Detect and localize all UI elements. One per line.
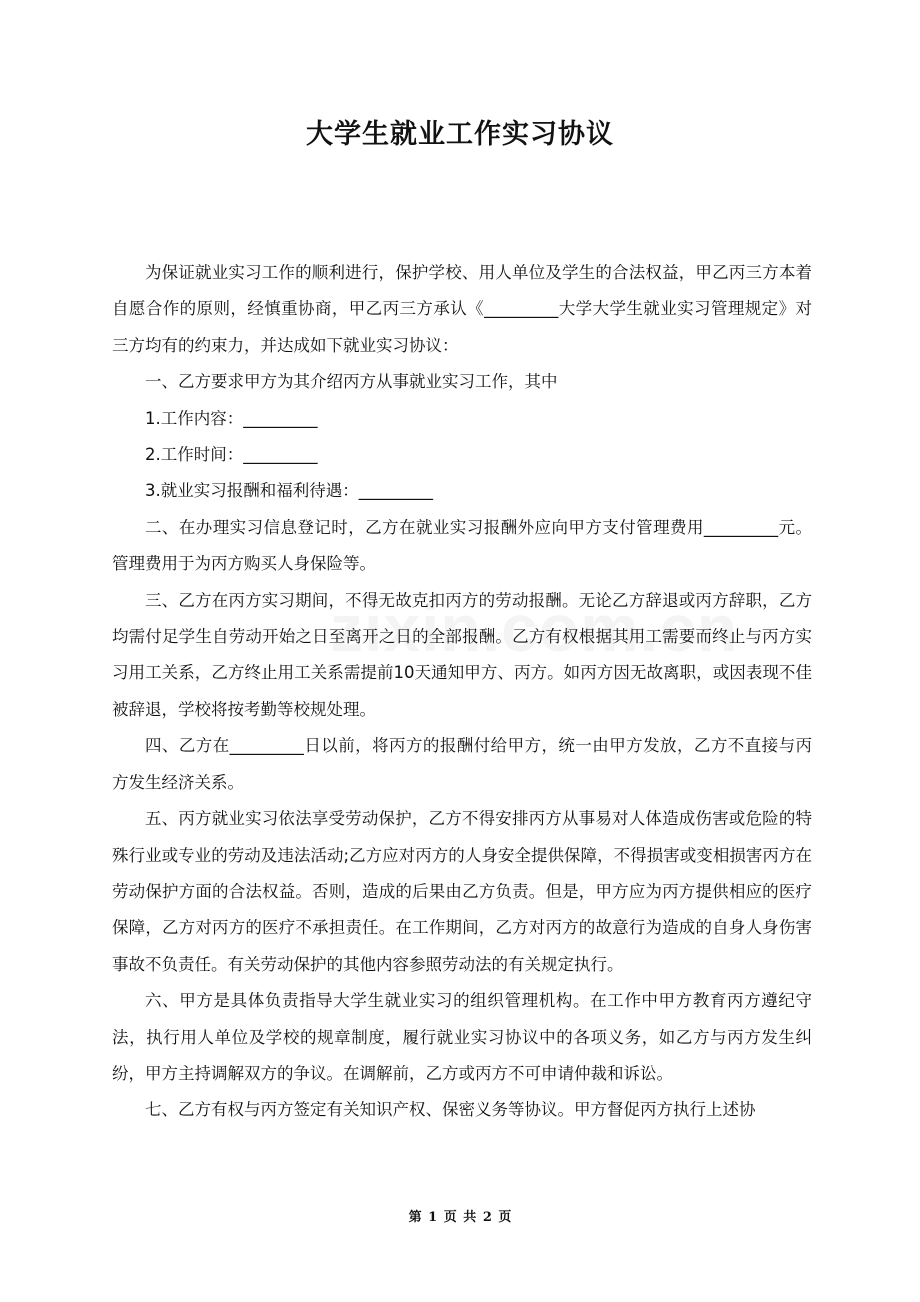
paragraph-clause-1: 一、乙方要求甲方为其介绍丙方从事就业实习工作，其中 [145, 372, 558, 392]
paragraph-clause-7: 七、乙方有权与丙方签定有关知识产权、保密义务等协议。甲方督促丙方执行上述协 [145, 1100, 756, 1120]
paragraph-clause-2: 二、在办理实习信息登记时，乙方在就业实习报酬外应向甲方支付管理费用_________元。管理费用于为丙方购买人身保险等。 [112, 517, 812, 574]
paragraph-compensation: 3.就业实习报酬和福利待遇：_________ [145, 481, 433, 501]
paragraph-clause-5: 五、丙方就业实习依法享受劳动保护，乙方不得安排丙方从事易对人体造成伤害或危险的特殊行业或专业的劳动及违法活动;乙方应对丙方的人身安全提供保障，不得损害或变相损害丙方在劳动保护方面的合法权益。否则，造成的后果由乙方负责。但是，甲方应为丙方提供相应的医疗保障，乙方对丙方的医疗不承担责任。在工作期间，乙方对丙方的故意行为造成的自身人身伤害事故不负责任。有关劳动保护的其他内容参照劳动法的有关规定执行。 [112, 809, 812, 974]
paragraph-intro: 为保证就业实习工作的顺利进行，保护学校、用人单位及学生的合法权益，甲乙丙三方本着自愿合作的原则，经慎重协商，甲乙丙三方承认《_________大学大学生就业实习管理规定》对三方均有的约束力，并达成如下就业实习协议： [112, 263, 812, 355]
footer-total-unit: 页 [498, 1210, 512, 1225]
footer-total-label: 共 [463, 1210, 477, 1225]
page-number-footer [0, 1206, 920, 1225]
paragraph-work-content: 1.工作内容：_________ [145, 408, 318, 428]
document-title: 大学生就业工作实习协议 [306, 119, 614, 150]
document-body [112, 255, 812, 1129]
paragraph-clause-3: 三、乙方在丙方实习期间，不得无故克扣丙方的劳动报酬。无论乙方辞退或丙方辞职，乙方均需付足学生自劳动开始之日至离开之日的全部报酬。乙方有权根据其用工需要而终止与丙方实习用工关系，乙方终止用工关系需提前10天通知甲方、丙方。如丙方因无故离职，或因表现不佳被辞退，学校将按考勤等校规处理。 [112, 590, 812, 719]
paragraph-clause-6: 六、甲方是具体负责指导大学生就业实习的组织管理机构。在工作中甲方教育丙方遵纪守法，执行用人单位及学校的规章制度，履行就业实习协议中的各项义务，如乙方与丙方发生纠纷，甲方主持调解双方的争议。在调解前，乙方或丙方不可申请仲裁和诉讼。 [112, 991, 812, 1083]
paragraph-work-time: 2.工作时间：_________ [145, 445, 318, 465]
footer-total-pages: 2 [482, 1210, 492, 1225]
paragraph-clause-4: 四、乙方在_________日以前，将丙方的报酬付给甲方，统一由甲方发放，乙方不直接与丙方发生经济关系。 [112, 736, 812, 792]
footer-page-unit: 页 [443, 1210, 457, 1225]
footer-current-page: 1 [428, 1210, 438, 1225]
footer-page-label: 第 [408, 1210, 422, 1225]
